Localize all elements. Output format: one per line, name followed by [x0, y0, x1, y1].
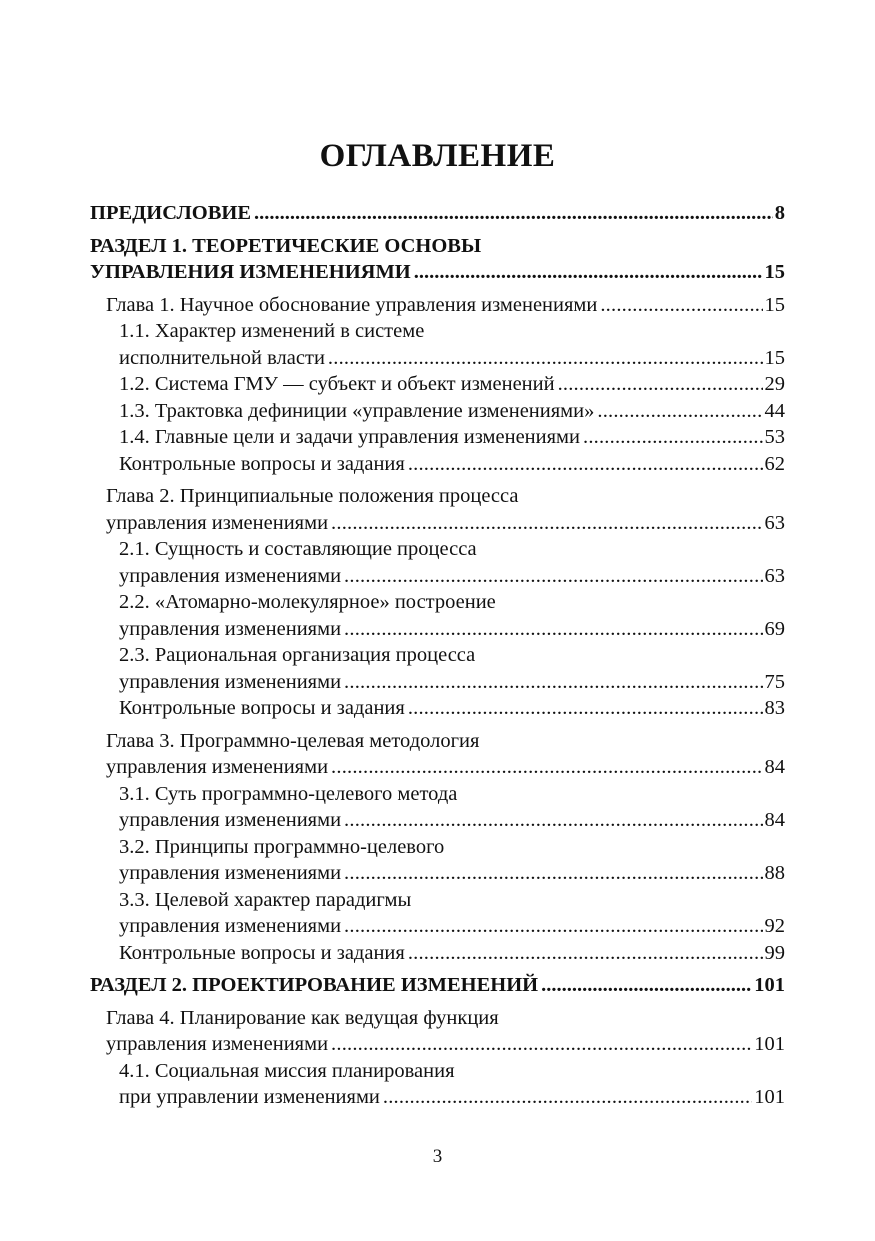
toc-page-number: 62	[764, 452, 785, 475]
toc-entry-title: управления изменениями	[119, 809, 342, 831]
dot-leader	[331, 510, 762, 537]
toc-page-number: 75	[764, 670, 785, 693]
toc-entry-title: управления изменениями	[119, 915, 342, 937]
toc-entry-sub	[90, 371, 785, 398]
toc-entry-title-line: 4.1. Социальная миссия планирования	[119, 1059, 455, 1082]
toc-page-number: 53	[764, 426, 785, 448]
page-title: ОГЛАВЛЕНИЕ	[319, 138, 556, 174]
toc-entry-chapter	[90, 1005, 785, 1058]
dot-leader	[541, 972, 752, 999]
table-of-contents	[90, 200, 785, 1111]
toc-page-number: 92	[764, 915, 785, 937]
dot-leader	[344, 669, 762, 696]
toc-entry-chapter	[90, 292, 785, 319]
toc-entry-title: управления изменениями	[119, 564, 342, 587]
toc-entry-title: управления изменениями	[106, 1033, 329, 1055]
toc-entry-sub	[90, 695, 785, 722]
toc-entry-line	[119, 398, 785, 425]
dot-leader	[583, 424, 763, 451]
toc-page-number: 84	[764, 809, 785, 831]
toc-page-number: 84	[764, 756, 785, 778]
toc-entry-title: управления изменениями	[106, 511, 329, 534]
toc-entry-title: Контрольные вопросы и задания	[119, 941, 405, 964]
toc-page-number: 101	[754, 1033, 785, 1055]
dot-leader	[344, 563, 762, 590]
dot-leader	[254, 200, 773, 227]
toc-entry-title-line: 3.2. Принципы программно-целевого	[119, 835, 445, 858]
toc-entry-title: Глава 1. Научное обоснование управления изменениями	[106, 293, 598, 316]
dot-leader	[600, 292, 762, 319]
toc-entry-line	[106, 1031, 785, 1058]
toc-page-number: 83	[764, 697, 785, 719]
toc-entry-title: управления изменениями	[106, 756, 329, 778]
toc-entry-sub	[90, 589, 785, 642]
toc-entry-chapter	[90, 483, 785, 536]
toc-page-number: 44	[764, 399, 785, 422]
toc-entry-line	[119, 451, 785, 478]
toc-entry-title-line: 2.2. «Атомарно-молекулярное» построение	[119, 591, 496, 613]
toc-entry-line	[119, 345, 785, 372]
toc-entry-line	[119, 371, 785, 398]
toc-entry-title-line: 2.3. Рациональная организация процесса	[119, 644, 476, 666]
dot-leader	[383, 1084, 752, 1111]
toc-entry-sub	[90, 398, 785, 425]
toc-entry-chapter	[90, 728, 785, 781]
toc-entry-title: 1.2. Система ГМУ — субъект и объект изменений	[119, 373, 555, 395]
toc-entry-line	[119, 1084, 785, 1111]
toc-entry-line	[90, 200, 785, 227]
toc-entry-title-line: Глава 3. Программно-целевая методология	[106, 729, 480, 752]
toc-entry-title-line: 3.3. Целевой характер парадигмы	[119, 888, 412, 911]
toc-page-number: 15	[764, 346, 785, 369]
dot-leader	[408, 695, 763, 722]
toc-entry-title: УПРАВЛЕНИЯ ИЗМЕНЕНИЯМИ	[90, 261, 411, 283]
toc-entry-sub	[90, 940, 785, 967]
toc-page-number: 69	[764, 617, 785, 640]
toc-entry-part	[90, 972, 785, 999]
toc-entry-sub	[90, 781, 785, 834]
toc-entry-line	[119, 913, 785, 940]
toc-entry-title: управления изменениями	[119, 670, 342, 693]
toc-entry-sub	[90, 536, 785, 589]
page-number: 3	[432, 1146, 443, 1167]
toc-entry-title: управления изменениями	[119, 862, 342, 884]
toc-entry-line	[119, 616, 785, 643]
toc-page-number: 99	[764, 941, 785, 964]
dot-leader	[558, 371, 763, 398]
toc-page-number: 101	[754, 1086, 785, 1108]
toc-entry-part	[90, 233, 785, 286]
dot-leader	[597, 398, 762, 425]
toc-entry-sub	[90, 642, 785, 695]
toc-entry-line	[106, 292, 785, 319]
toc-page-number: 15	[764, 261, 785, 283]
toc-entry-part	[90, 200, 785, 227]
dot-leader	[344, 860, 762, 887]
toc-entry-line	[106, 754, 785, 781]
dot-leader	[344, 616, 762, 643]
toc-entry-line	[119, 695, 785, 722]
toc-entry-line	[119, 563, 785, 590]
toc-entry-title: Контрольные вопросы и задания	[119, 697, 405, 719]
toc-entry-line	[119, 807, 785, 834]
toc-page-number: 8	[774, 202, 785, 224]
toc-entry-sub	[90, 887, 785, 940]
dot-leader	[344, 807, 762, 834]
toc-entry-line	[119, 940, 785, 967]
toc-page-number: 15	[764, 293, 785, 316]
dot-leader	[344, 913, 762, 940]
dot-leader	[408, 451, 763, 478]
dot-leader	[328, 345, 763, 372]
toc-entry-title: ПРЕДИСЛОВИЕ	[90, 202, 251, 224]
dot-leader	[408, 940, 763, 967]
toc-entry-line	[119, 860, 785, 887]
toc-entry-line	[119, 669, 785, 696]
toc-page-number: 63	[764, 564, 785, 587]
toc-entry-title-line: 3.1. Суть программно-целевого метода	[119, 782, 458, 805]
toc-entry-title: при управлении изменениями	[119, 1086, 380, 1108]
toc-entry-sub	[90, 451, 785, 478]
toc-entry-title: РАЗДЕЛ 2. ПРОЕКТИРОВАНИЕ ИЗМЕНЕНИЙ	[90, 974, 539, 996]
toc-entry-title-line: Глава 2. Принципиальные положения процесса	[106, 485, 519, 507]
toc-page-number: 88	[764, 862, 785, 884]
toc-page-number: 63	[764, 511, 785, 534]
dot-leader	[331, 754, 762, 781]
toc-entry-title-line: РАЗДЕЛ 1. ТЕОРЕТИЧЕСКИЕ ОСНОВЫ	[90, 234, 482, 257]
toc-entry-title: 1.3. Трактовка дефиниции «управление изменениями»	[119, 399, 595, 422]
toc-entry-sub	[90, 1058, 785, 1111]
toc-page-number: 29	[764, 373, 785, 395]
toc-entry-line	[119, 424, 785, 451]
toc-page-number: 101	[754, 974, 785, 996]
toc-entry-line	[90, 259, 785, 286]
toc-entry-line	[90, 972, 785, 999]
toc-entry-line	[106, 510, 785, 537]
toc-entry-title-line: 1.1. Характер изменений в системе	[119, 320, 425, 342]
dot-leader	[331, 1031, 752, 1058]
toc-entry-title: исполнительной власти	[119, 346, 325, 369]
dot-leader	[414, 259, 763, 286]
toc-entry-title-line: Глава 4. Планирование как ведущая функция	[106, 1006, 499, 1029]
toc-entry-sub	[90, 318, 785, 371]
toc-entry-title: управления изменениями	[119, 617, 342, 640]
toc-entry-sub	[90, 834, 785, 887]
toc-entry-title: 1.4. Главные цели и задачи управления изменениями	[119, 426, 580, 448]
toc-entry-title: Контрольные вопросы и задания	[119, 452, 405, 475]
toc-entry-title-line: 2.1. Сущность и составляющие процесса	[119, 538, 477, 560]
toc-entry-sub	[90, 424, 785, 451]
